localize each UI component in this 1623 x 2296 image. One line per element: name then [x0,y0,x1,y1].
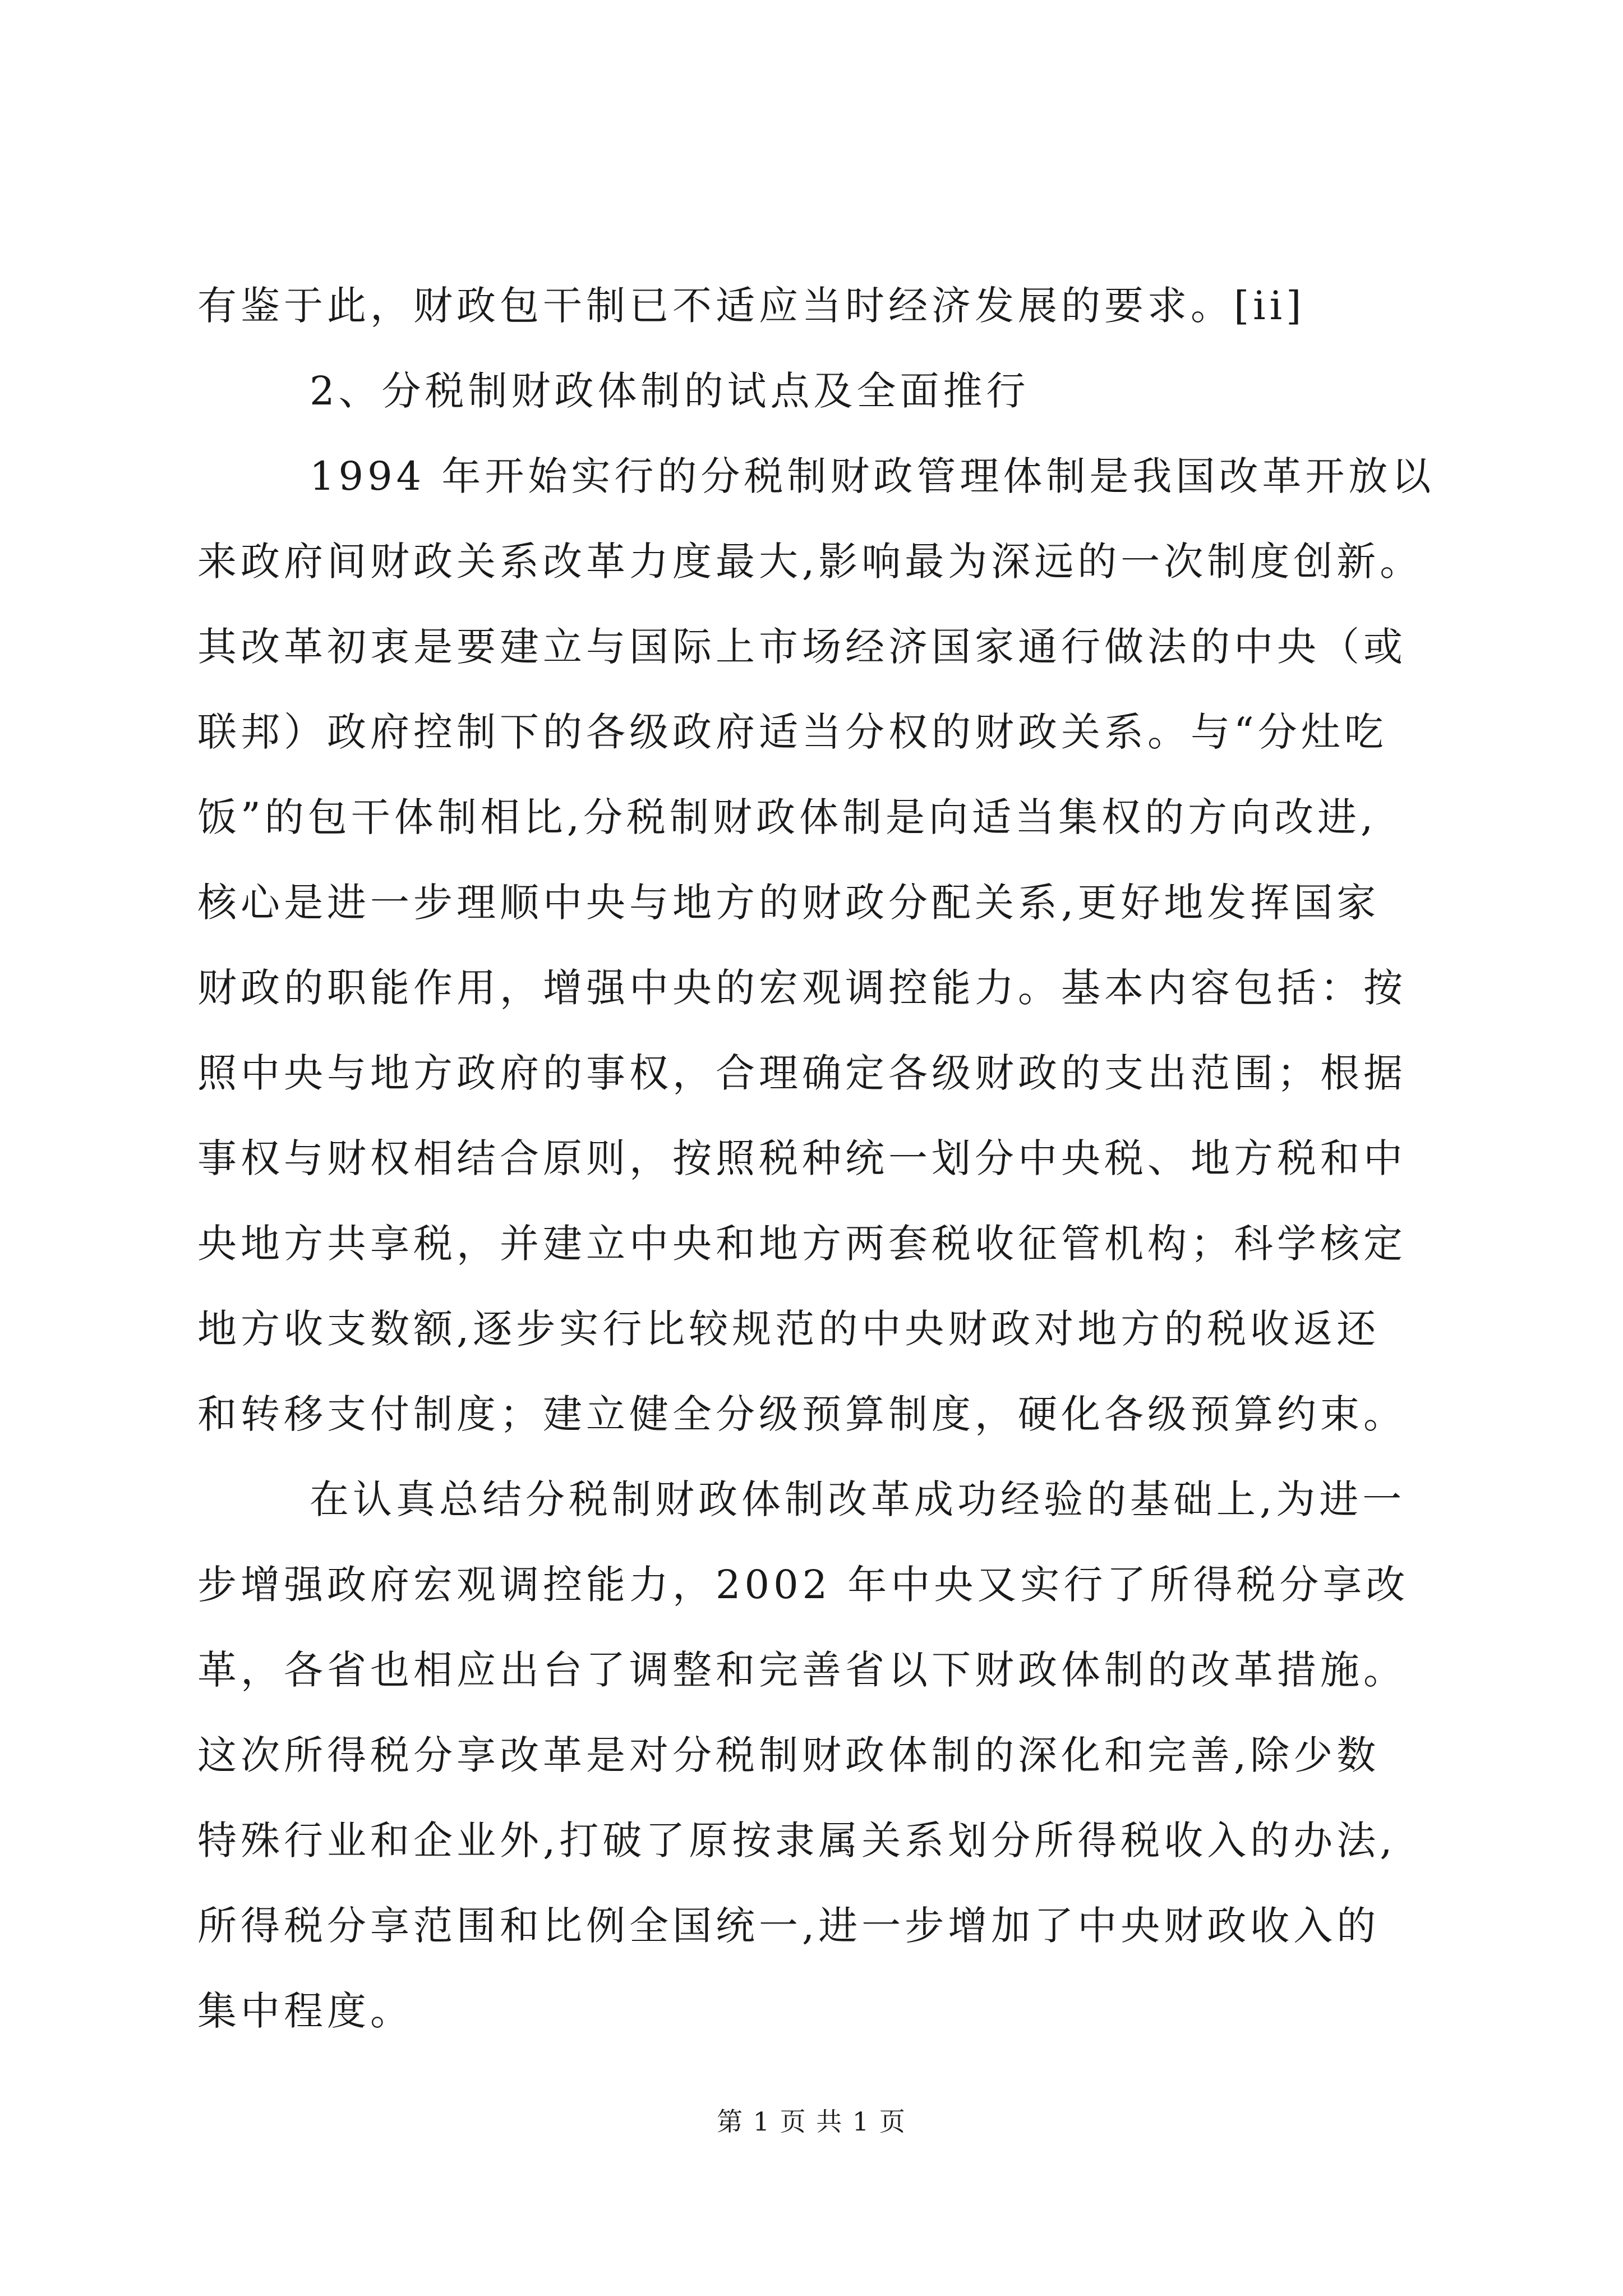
text-line: 来政府间财政关系改革力度最大,影响最为深远的一次制度创新。 [197,539,1423,585]
text-line: 饭”的包干体制相比,分税制财政体制是向适当集权的方向改进, [197,794,1377,840]
text-line: 步增强政府宏观调控能力，2002 年中央又实行了所得税分享改 [197,1562,1409,1608]
text-line: 其改革初衷是要建立与国际上市场经济国家通行做法的中央（或 [197,624,1407,670]
text-line: 所得税分享范围和比例全国统一,进一步增加了中央财政收入的 [197,1903,1380,1949]
text-line: 和转移支付制度；建立健全分级预算制度，硬化各级预算约束。 [197,1391,1407,1437]
text-line: 在认真总结分税制财政体制改革成功经验的基础上,为进一 [310,1476,1406,1522]
text-line: 联邦）政府控制下的各级政府适当分权的财政关系。与“分灶吃 [197,709,1387,755]
text-line: 事权与财权相结合原则，按照税种统一划分中央税、地方税和中 [197,1135,1407,1181]
text-line: 这次所得税分享改革是对分税制财政体制的深化和完善,除少数 [197,1732,1380,1778]
text-line: 1994 年开始实行的分税制财政管理体制是我国改革开放以 [310,453,1435,499]
section-heading: 2、分税制财政体制的试点及全面推行 [310,368,1030,414]
text-line: 集中程度。 [197,1988,413,2034]
text-line: 财政的职能作用，增强中央的宏观调控能力。基本内容包括：按 [197,965,1407,1011]
text-line: 有鉴于此，财政包干制已不适应当时经济发展的要求。[ii] [197,283,1306,329]
text-line: 照中央与地方政府的事权，合理确定各级财政的支出范围；根据 [197,1050,1407,1096]
text-line: 核心是进一步理顺中央与地方的财政分配关系,更好地发挥国家 [197,880,1380,926]
text-line: 地方收支数额,逐步实行比较规范的中央财政对地方的税收返还 [197,1306,1380,1352]
text-line: 革，各省也相应出台了调整和完善省以下财政体制的改革措施。 [197,1647,1407,1693]
page-footer: 第 1 页 共 1 页 [717,2106,906,2137]
text-line: 特殊行业和企业外,打破了原按隶属关系划分所得税收入的办法, [197,1818,1396,1864]
text-line: 央地方共享税，并建立中央和地方两套税收征管机构；科学核定 [197,1221,1407,1267]
